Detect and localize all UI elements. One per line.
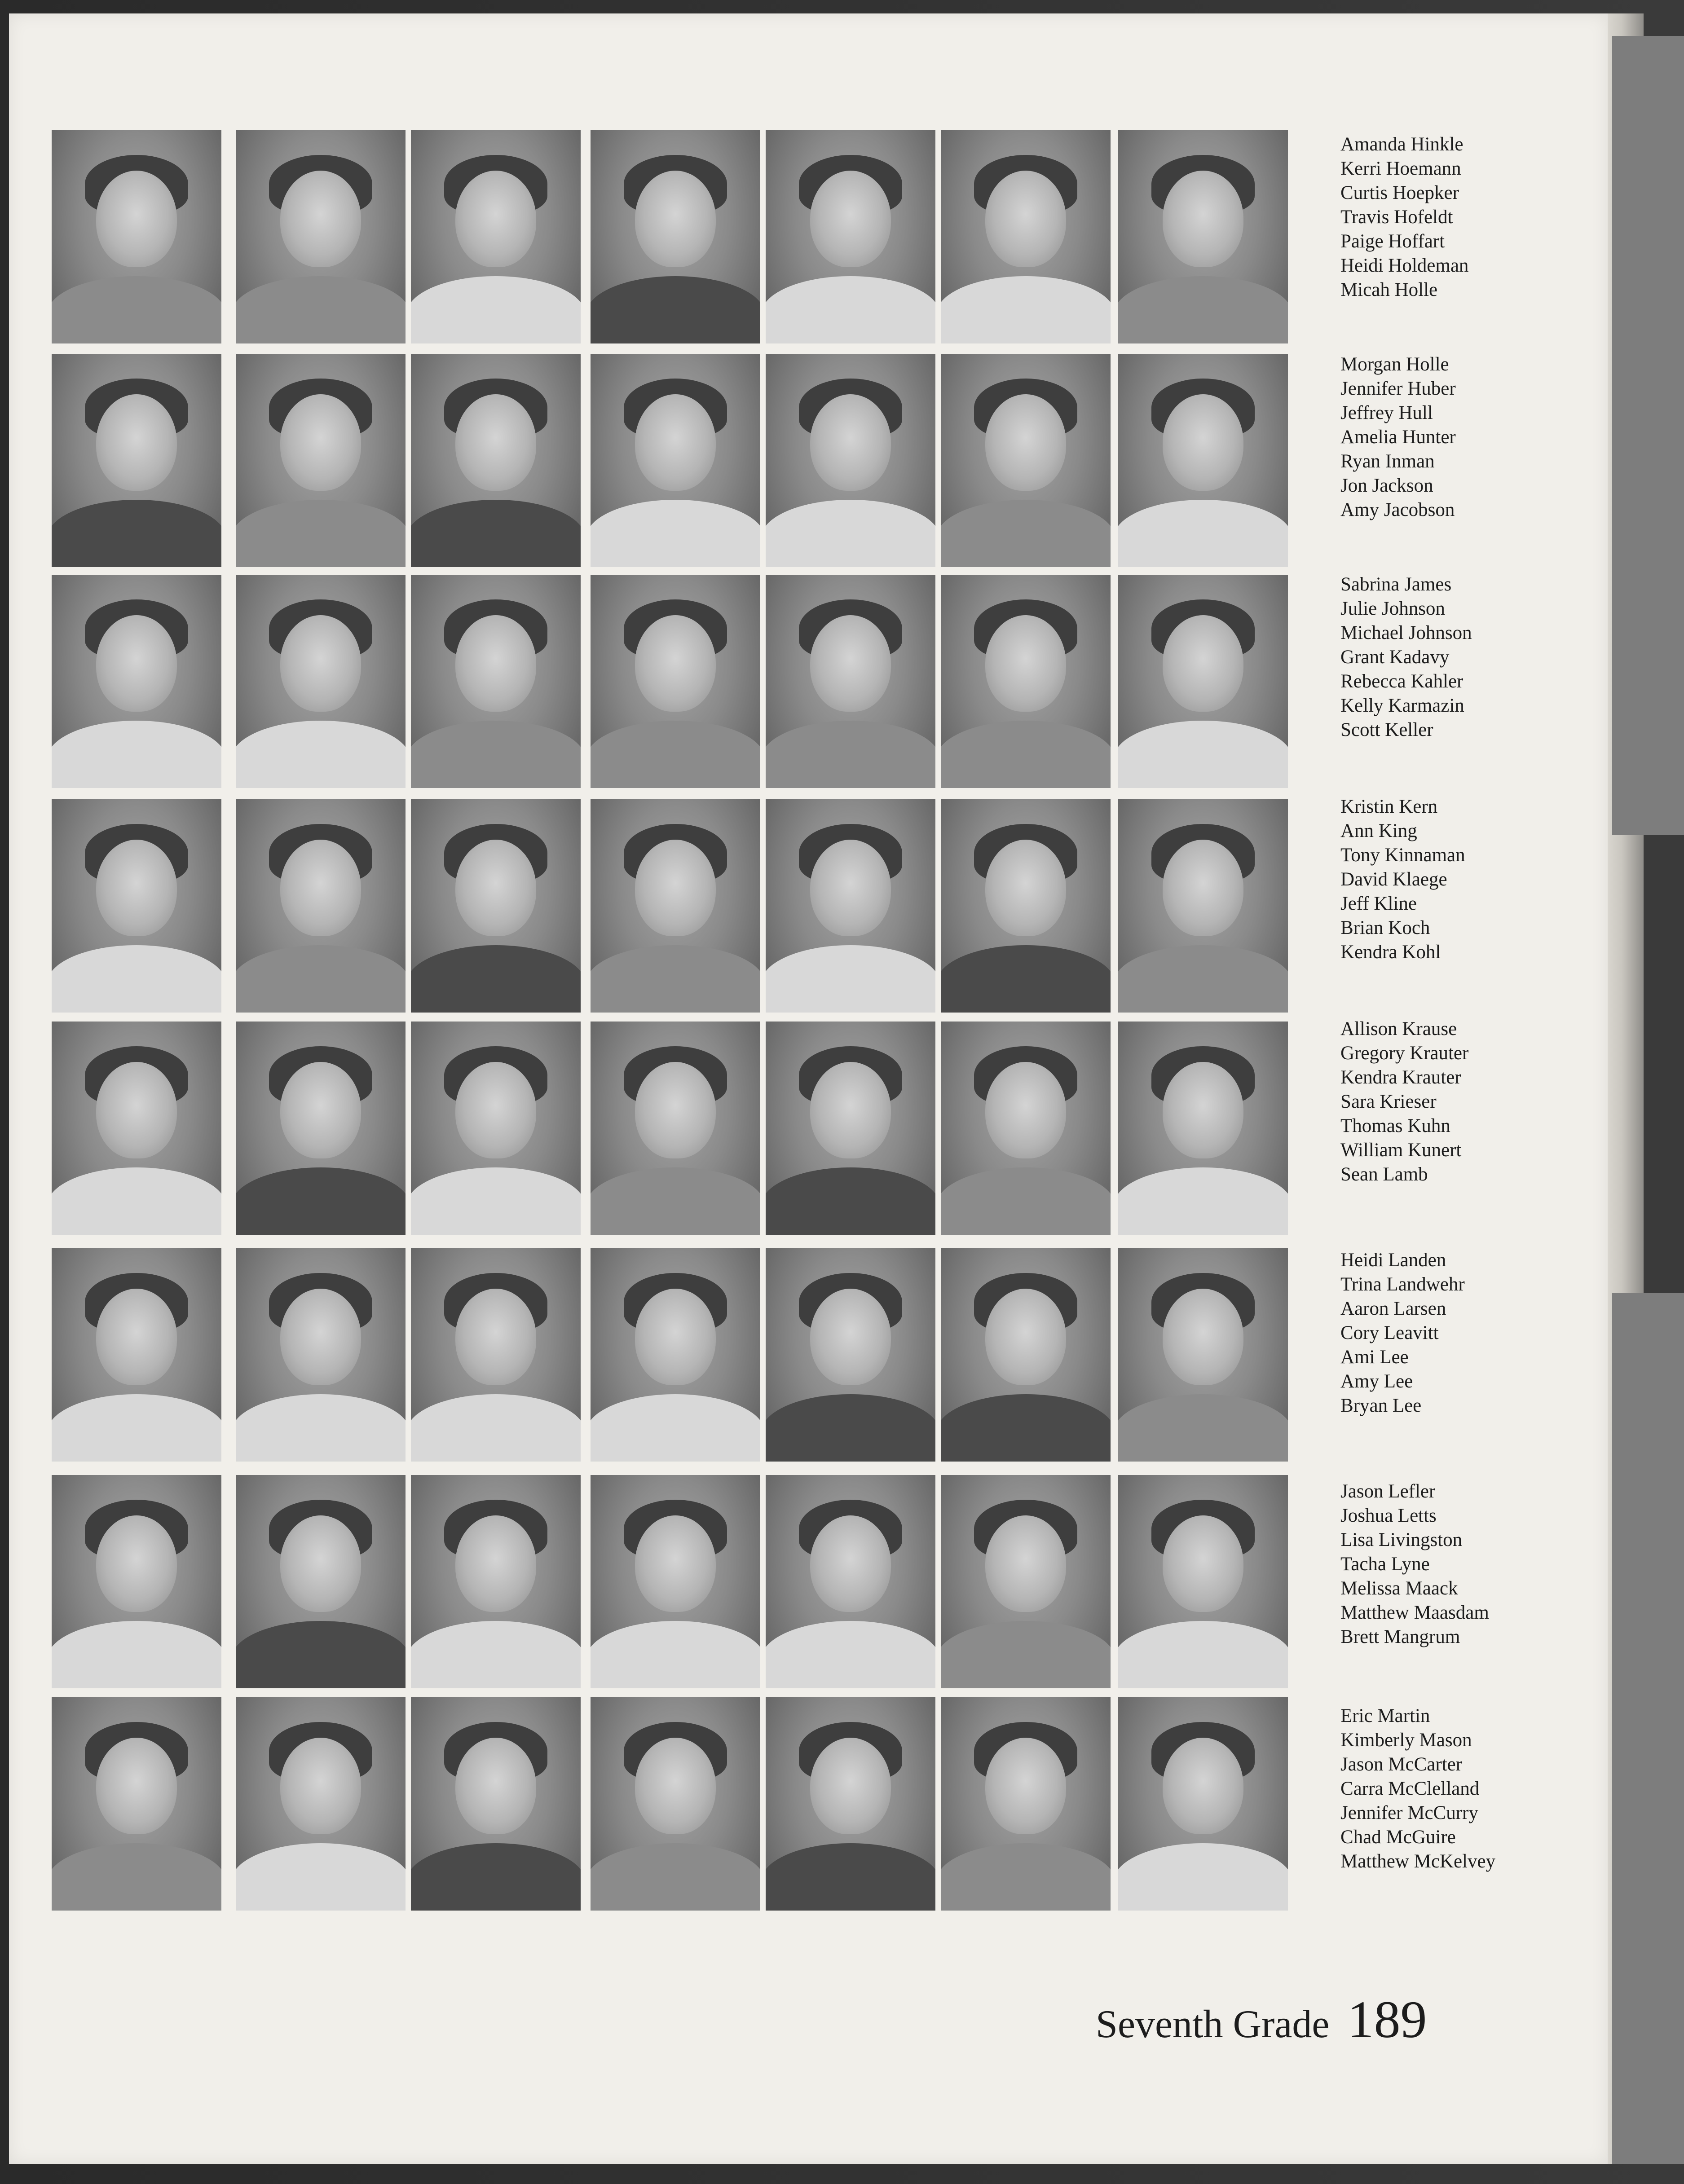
portrait-row [52, 354, 1300, 567]
student-name: Jeffrey Hull [1340, 402, 1433, 423]
portrait-head [635, 840, 716, 936]
page-number: 189 [1347, 1990, 1427, 2049]
name-list [1340, 795, 1592, 964]
portrait-head [985, 840, 1066, 936]
portrait-shoulders [411, 1394, 581, 1462]
student-name: Jennifer Huber [1340, 378, 1456, 399]
student-name: Jason McCarter [1340, 1754, 1463, 1775]
student-name: Sean Lamb [1340, 1164, 1428, 1185]
student-name: Gregory Krauter [1340, 1043, 1469, 1064]
portrait-head [985, 394, 1066, 491]
student-portrait [766, 1475, 935, 1688]
student-name: Ami Lee [1340, 1347, 1409, 1368]
student-portrait [941, 354, 1111, 567]
portrait-head [1163, 1515, 1243, 1612]
portrait-head [96, 394, 177, 491]
portrait-head [280, 1062, 361, 1158]
name-list [1340, 572, 1592, 742]
portrait-shoulders [766, 945, 935, 1013]
student-name: Eric Martin [1340, 1705, 1430, 1726]
portrait-head [96, 1289, 177, 1385]
portrait-head [635, 1738, 716, 1834]
student-portrait [52, 1022, 221, 1235]
student-portrait [591, 1475, 760, 1688]
portrait-shoulders [591, 500, 760, 567]
name-list [1340, 1479, 1592, 1649]
portrait-head [810, 1738, 891, 1834]
student-portrait [591, 799, 760, 1013]
student-name: Ryan Inman [1340, 451, 1435, 472]
student-name: William Kunert [1340, 1140, 1462, 1161]
portrait-shoulders [52, 721, 221, 788]
name-list [1340, 352, 1592, 522]
student-name: Kristin Kern [1340, 796, 1438, 817]
portrait-shoulders [591, 1843, 760, 1911]
portrait-shoulders [941, 1843, 1111, 1911]
student-name: Amelia Hunter [1340, 427, 1456, 448]
student-portrait [766, 575, 935, 788]
portrait-head [1163, 840, 1243, 936]
student-name: Chad McGuire [1340, 1827, 1456, 1848]
portrait-head [635, 394, 716, 491]
portrait-head [280, 1289, 361, 1385]
student-portrait [766, 130, 935, 343]
student-name: Carra McClelland [1340, 1778, 1480, 1799]
portrait-row [52, 1475, 1300, 1688]
student-portrait [411, 1248, 581, 1462]
student-portrait [52, 1248, 221, 1462]
student-name: Tony Kinnaman [1340, 845, 1465, 866]
portrait-shoulders [411, 1621, 581, 1688]
student-portrait [236, 1697, 406, 1911]
name-list [1340, 1704, 1592, 1874]
student-name: Matthew McKelvey [1340, 1851, 1496, 1872]
student-portrait [1118, 354, 1288, 567]
name-list [1340, 1248, 1592, 1418]
student-name: Brian Koch [1340, 917, 1430, 938]
student-name: Kendra Krauter [1340, 1067, 1461, 1088]
portrait-head [985, 615, 1066, 712]
portrait-shoulders [591, 1621, 760, 1688]
portrait-head [810, 394, 891, 491]
portrait-shoulders [411, 276, 581, 343]
portrait-head [455, 840, 536, 936]
portrait-row [52, 130, 1300, 343]
portrait-shoulders [1118, 500, 1288, 567]
portrait-grid [52, 130, 1300, 1922]
student-name: Melissa Maack [1340, 1578, 1458, 1599]
student-portrait [1118, 799, 1288, 1013]
portrait-shoulders [766, 1843, 935, 1911]
student-name: Heidi Holdeman [1340, 255, 1469, 276]
portrait-row [52, 1022, 1300, 1235]
student-name: Amy Lee [1340, 1371, 1413, 1392]
student-portrait [52, 354, 221, 567]
student-name: Kelly Karmazin [1340, 695, 1464, 716]
student-portrait [591, 130, 760, 343]
portrait-head [455, 394, 536, 491]
student-portrait [52, 575, 221, 788]
student-portrait [236, 799, 406, 1013]
portrait-head [280, 394, 361, 491]
portrait-head [1163, 171, 1243, 267]
portrait-head [455, 615, 536, 712]
student-portrait [941, 1697, 1111, 1911]
student-portrait [591, 1697, 760, 1911]
portrait-shoulders [411, 721, 581, 788]
portrait-shoulders [52, 500, 221, 567]
portrait-shoulders [766, 1394, 935, 1462]
portrait-shoulders [236, 1394, 406, 1462]
portrait-row [52, 575, 1300, 788]
student-portrait [1118, 1022, 1288, 1235]
student-name: Scott Keller [1340, 719, 1433, 740]
portrait-shoulders [236, 945, 406, 1013]
student-name: Julie Johnson [1340, 598, 1445, 619]
student-name: Allison Krause [1340, 1018, 1457, 1039]
portrait-shoulders [941, 500, 1111, 567]
portrait-shoulders [766, 721, 935, 788]
student-portrait [236, 1475, 406, 1688]
student-portrait [236, 130, 406, 343]
page-footer [1096, 1989, 1427, 2050]
portrait-row [52, 799, 1300, 1013]
student-name: Sabrina James [1340, 574, 1452, 595]
portrait-shoulders [52, 1167, 221, 1235]
portrait-shoulders [941, 945, 1111, 1013]
portrait-head [985, 171, 1066, 267]
portrait-head [635, 1289, 716, 1385]
portrait-head [1163, 615, 1243, 712]
portrait-shoulders [236, 276, 406, 343]
student-name: Kimberly Mason [1340, 1730, 1472, 1751]
portrait-shoulders [52, 1394, 221, 1462]
student-name: Grant Kadavy [1340, 647, 1450, 668]
student-name: Trina Landwehr [1340, 1274, 1465, 1295]
portrait-shoulders [1118, 1394, 1288, 1462]
student-portrait [766, 1022, 935, 1235]
portrait-shoulders [1118, 721, 1288, 788]
portrait-shoulders [591, 1394, 760, 1462]
student-portrait [1118, 1248, 1288, 1462]
student-name: Curtis Hoepker [1340, 182, 1459, 203]
portrait-shoulders [591, 1167, 760, 1235]
portrait-shoulders [941, 1167, 1111, 1235]
portrait-shoulders [1118, 945, 1288, 1013]
portrait-row [52, 1697, 1300, 1911]
student-portrait [591, 1248, 760, 1462]
name-list [1340, 1017, 1592, 1187]
student-name: Paige Hoffart [1340, 231, 1445, 252]
portrait-head [635, 171, 716, 267]
student-name: Aaron Larsen [1340, 1298, 1446, 1319]
student-portrait [411, 1697, 581, 1911]
portrait-head [280, 840, 361, 936]
student-portrait [1118, 1475, 1288, 1688]
portrait-shoulders [591, 721, 760, 788]
portrait-head [455, 1062, 536, 1158]
portrait-head [280, 1515, 361, 1612]
portrait-head [280, 615, 361, 712]
student-portrait [1118, 575, 1288, 788]
student-name: Thomas Kuhn [1340, 1115, 1450, 1136]
portrait-head [280, 171, 361, 267]
student-portrait [591, 575, 760, 788]
portrait-shoulders [941, 276, 1111, 343]
student-name: Travis Hofeldt [1340, 207, 1453, 228]
student-name: Matthew Maasdam [1340, 1602, 1489, 1623]
student-name: Heidi Landen [1340, 1250, 1446, 1271]
portrait-head [96, 1515, 177, 1612]
portrait-shoulders [766, 1621, 935, 1688]
student-portrait [411, 799, 581, 1013]
student-portrait [591, 354, 760, 567]
student-name: Ann King [1340, 820, 1417, 841]
student-name: Rebecca Kahler [1340, 671, 1464, 692]
student-portrait [52, 130, 221, 343]
student-portrait [941, 130, 1111, 343]
student-name: Kendra Kohl [1340, 942, 1441, 963]
portrait-shoulders [236, 1843, 406, 1911]
portrait-shoulders [766, 500, 935, 567]
portrait-shoulders [236, 1621, 406, 1688]
portrait-head [635, 1062, 716, 1158]
portrait-head [96, 171, 177, 267]
portrait-head [96, 615, 177, 712]
student-name: Morgan Holle [1340, 354, 1449, 375]
portrait-shoulders [52, 1843, 221, 1911]
portrait-head [1163, 1062, 1243, 1158]
student-portrait [411, 354, 581, 567]
student-portrait [591, 1022, 760, 1235]
student-portrait [236, 1022, 406, 1235]
portrait-head [96, 840, 177, 936]
portrait-shoulders [236, 1167, 406, 1235]
portrait-shoulders [591, 276, 760, 343]
portrait-shoulders [1118, 276, 1288, 343]
student-name: Amy Jacobson [1340, 499, 1455, 520]
portrait-head [1163, 394, 1243, 491]
student-name: David Klaege [1340, 869, 1447, 890]
student-portrait [1118, 130, 1288, 343]
portrait-head [635, 615, 716, 712]
portrait-shoulders [941, 1394, 1111, 1462]
student-portrait [411, 1475, 581, 1688]
student-portrait [766, 799, 935, 1013]
portrait-shoulders [941, 1621, 1111, 1688]
student-portrait [411, 1022, 581, 1235]
portrait-head [96, 1738, 177, 1834]
student-name: Jeff Kline [1340, 893, 1417, 914]
student-name: Michael Johnson [1340, 622, 1472, 643]
student-portrait [941, 1248, 1111, 1462]
student-portrait [411, 130, 581, 343]
student-portrait [236, 354, 406, 567]
portrait-shoulders [1118, 1621, 1288, 1688]
portrait-head [455, 1289, 536, 1385]
student-portrait [52, 799, 221, 1013]
student-name: Kerri Hoemann [1340, 158, 1461, 179]
portrait-head [455, 171, 536, 267]
student-name: Joshua Letts [1340, 1505, 1437, 1526]
student-portrait [766, 1697, 935, 1911]
student-name: Sara Krieser [1340, 1091, 1437, 1112]
student-portrait [1118, 1697, 1288, 1911]
portrait-shoulders [1118, 1843, 1288, 1911]
portrait-shoulders [766, 276, 935, 343]
student-name: Jon Jackson [1340, 475, 1433, 496]
portrait-head [455, 1515, 536, 1612]
student-name: Bryan Lee [1340, 1395, 1422, 1416]
portrait-head [985, 1289, 1066, 1385]
portrait-head [985, 1062, 1066, 1158]
portrait-shoulders [236, 500, 406, 567]
portrait-head [810, 1515, 891, 1612]
page-tab-marker-upper [1612, 36, 1684, 835]
student-name: Jennifer McCurry [1340, 1802, 1478, 1823]
student-portrait [941, 799, 1111, 1013]
page-tab-marker-lower [1612, 1293, 1684, 2164]
student-name: Lisa Livingston [1340, 1529, 1463, 1550]
student-name: Brett Mangrum [1340, 1626, 1460, 1647]
portrait-head [810, 171, 891, 267]
portrait-head [455, 1738, 536, 1834]
portrait-shoulders [591, 945, 760, 1013]
name-list [1340, 132, 1592, 302]
portrait-shoulders [411, 1167, 581, 1235]
portrait-shoulders [52, 945, 221, 1013]
portrait-row [52, 1248, 1300, 1462]
student-portrait [236, 1248, 406, 1462]
student-portrait [766, 1248, 935, 1462]
portrait-shoulders [1118, 1167, 1288, 1235]
portrait-head [96, 1062, 177, 1158]
student-portrait [766, 354, 935, 567]
student-portrait [941, 1022, 1111, 1235]
student-portrait [941, 1475, 1111, 1688]
portrait-shoulders [411, 945, 581, 1013]
student-name: Tacha Lyne [1340, 1554, 1430, 1575]
portrait-head [810, 1062, 891, 1158]
portrait-head [810, 1289, 891, 1385]
portrait-shoulders [411, 1843, 581, 1911]
portrait-shoulders [52, 276, 221, 343]
portrait-shoulders [766, 1167, 935, 1235]
section-title: Seventh Grade [1096, 2003, 1330, 2046]
portrait-head [280, 1738, 361, 1834]
portrait-shoulders [236, 721, 406, 788]
portrait-head [810, 615, 891, 712]
portrait-head [1163, 1738, 1243, 1834]
student-portrait [941, 575, 1111, 788]
portrait-shoulders [411, 500, 581, 567]
student-name: Micah Holle [1340, 279, 1438, 300]
student-name: Jason Lefler [1340, 1481, 1436, 1502]
student-portrait [52, 1697, 221, 1911]
student-portrait [411, 575, 581, 788]
portrait-shoulders [941, 721, 1111, 788]
portrait-head [635, 1515, 716, 1612]
student-name: Amanda Hinkle [1340, 134, 1464, 155]
portrait-head [985, 1515, 1066, 1612]
portrait-shoulders [52, 1621, 221, 1688]
student-portrait [52, 1475, 221, 1688]
student-portrait [236, 575, 406, 788]
student-name: Cory Leavitt [1340, 1322, 1439, 1343]
portrait-head [810, 840, 891, 936]
portrait-head [1163, 1289, 1243, 1385]
portrait-head [985, 1738, 1066, 1834]
